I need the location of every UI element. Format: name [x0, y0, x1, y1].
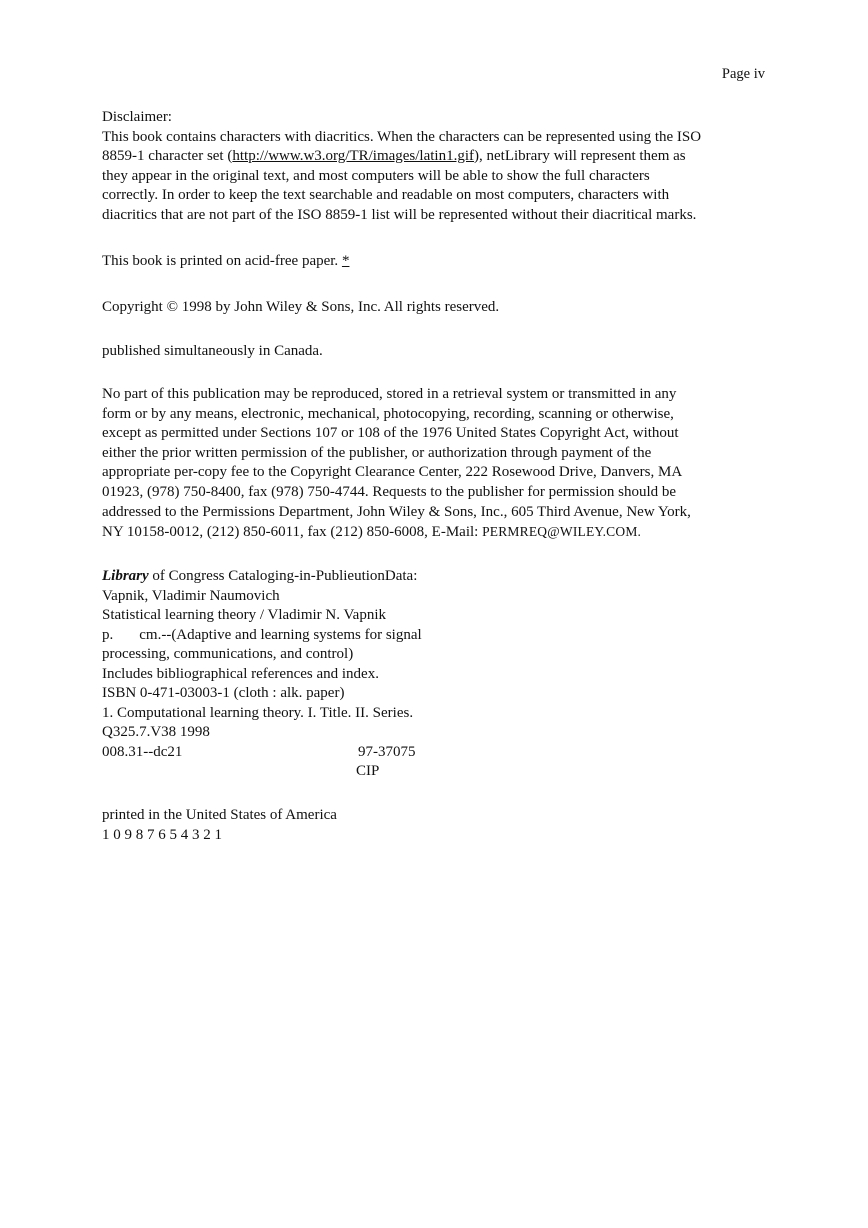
- cip-series-cont: processing, communications, and control): [102, 646, 354, 662]
- cip-dewey: 008.31--dc21: [102, 743, 183, 760]
- cip-heading-text: of Congress Cataloging-in-PublieutionData:: [148, 568, 418, 584]
- rights-line: [102, 522, 762, 543]
- permissions-email: PERMREQ@WILEY.COM.: [482, 524, 642, 540]
- print-line-numbers: 1 0 9 8 7 6 5 4 3 2 1: [102, 826, 222, 843]
- disclaimer-line: they appear in the original text, and most computers will be able to show the full characters: [102, 167, 650, 184]
- cip-library-word: Library: [102, 568, 149, 584]
- rights-line: appropriate per-copy fee to the Copyright Clearance Center, 222 Rosewood Drive, Danvers, MA: [102, 464, 683, 481]
- rights-line: addressed to the Permissions Department, John Wiley & Sons, Inc., 605 Third Avenue, New York,: [102, 503, 691, 520]
- cip-subjects: 1. Computational learning theory. I. Title. II. Series.: [102, 704, 414, 721]
- printing-section: [102, 806, 762, 845]
- cip-lccn: 97-37075: [358, 743, 416, 760]
- cip-includes: Includes bibliographical references and index.: [102, 665, 379, 682]
- acid-free-note: [102, 252, 762, 272]
- cip-dewey-row: [102, 743, 762, 763]
- disclaimer-line: This book contains characters with diacritics. When the characters can be represented using the ISO: [102, 128, 702, 145]
- disclaimer-heading: Disclaimer:: [102, 109, 172, 125]
- rights-line: No part of this publication may be reproduced, stored in a retrieval system or transmitted in any: [102, 386, 677, 402]
- cip-lc-call-number: Q325.7.V38 1998: [102, 724, 210, 740]
- disclaimer-line: correctly. In order to keep the text searchable and readable on most computers, characters with: [102, 187, 670, 204]
- disclaimer-line: diacritics that are not part of the ISO 8859-1 list will be represented without their diacritical marks.: [102, 206, 697, 223]
- cip-label: CIP: [356, 763, 380, 779]
- cip-pages: p.: [102, 626, 114, 643]
- canada-notice: published simultaneously in Canada.: [102, 343, 323, 359]
- cip-heading: [102, 567, 762, 587]
- contact-text: NY 10158-0012, (212) 850-6011, fax (212) 850-6008, E-Mail:: [102, 524, 483, 541]
- cip-label-row: [102, 762, 762, 782]
- disclaimer-text: ), netLibrary will represent them as: [474, 148, 686, 165]
- rights-line: either the prior written permission of the publisher, or authorization through payment of the: [102, 444, 652, 461]
- cip-title: Statistical learning theory / Vladimir N. Vapnik: [102, 607, 386, 623]
- rights-section: [102, 385, 762, 543]
- cip-series-line: [102, 626, 762, 646]
- disclaimer-section: [102, 108, 762, 226]
- cip-author: Vapnik, Vladimir Naumovich: [102, 587, 280, 604]
- printed-country: printed in the United States of America: [102, 807, 337, 823]
- rights-line: form or by any means, electronic, mechanical, photocopying, recording, scanning or otherwise,: [102, 405, 674, 422]
- rights-line: except as permitted under Sections 107 or 108 of the 1976 United States Copyright Act, without: [102, 425, 679, 442]
- page-number: Page iv: [721, 66, 765, 82]
- disclaimer-line: [102, 147, 762, 167]
- cip-series: cm.--(Adaptive and learning systems for signal: [139, 626, 422, 643]
- asterisk-footnote-mark[interactable]: *: [341, 253, 350, 269]
- cip-isbn: ISBN 0-471-03003-1 (cloth : alk. paper): [102, 685, 345, 701]
- rights-line: 01923, (978) 750-8400, fax (978) 750-4744. Requests to the publisher for permission should be: [102, 483, 677, 500]
- cip-section: [102, 567, 762, 782]
- acid-free-text: This book is printed on acid-free paper.: [102, 253, 342, 269]
- latin1-link[interactable]: http://www.w3.org/TR/images/latin1.gif: [232, 148, 475, 165]
- copyright-notice: Copyright © 1998 by John Wiley & Sons, Inc. All rights reserved.: [102, 299, 500, 315]
- disclaimer-text: 8859-1 character set (: [102, 148, 233, 165]
